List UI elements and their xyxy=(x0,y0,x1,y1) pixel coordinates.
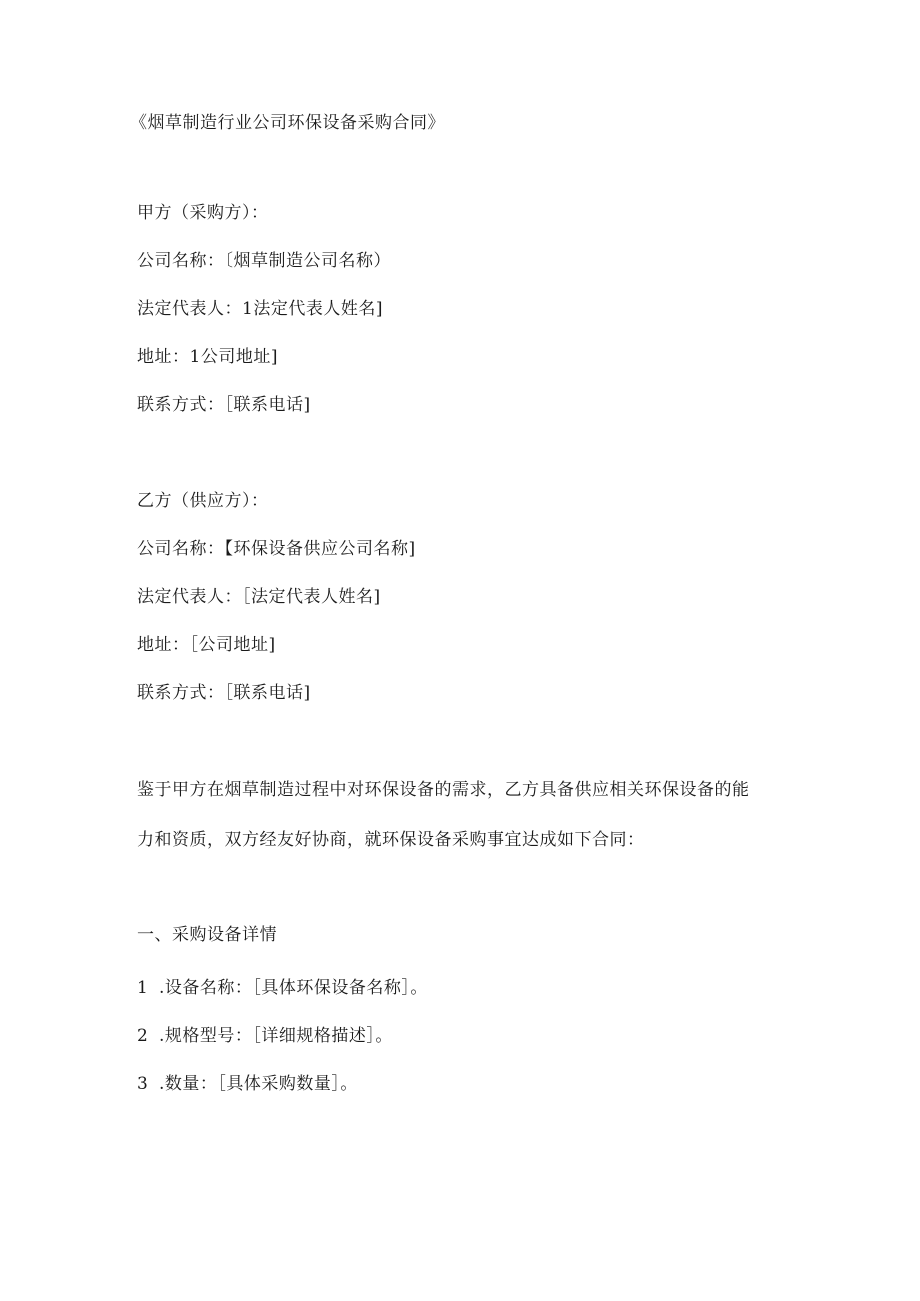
list-item xyxy=(137,1025,393,1047)
preamble-line-2: 力和资质，双方经友好协商，就环保设备采购事宜达成如下合同： xyxy=(137,830,645,850)
section-1-heading: 一、采购设备详情 xyxy=(137,925,277,945)
preamble-line-1: 鉴于甲方在烟草制造过程中对环保设备的需求，乙方具备供应相关环保设备的能 xyxy=(137,780,750,800)
party-a-company: 公司名称：〔烟草制造公司名称） xyxy=(137,251,391,271)
party-a-heading: 甲方（采购方）： xyxy=(137,203,269,223)
party-b-heading: 乙方（供应方）： xyxy=(137,491,269,511)
list-item-number: 3 xyxy=(137,1074,149,1094)
list-item xyxy=(137,1073,358,1095)
party-a-legal-rep: 法定代表人：1法定代表人姓名] xyxy=(137,299,383,319)
party-a-contact: 联系方式：［联系电话] xyxy=(137,395,311,415)
party-b-company: 公司名称：【环保设备供应公司名称] xyxy=(137,539,416,559)
list-item xyxy=(137,977,428,999)
list-item-number: 2 xyxy=(137,1026,149,1046)
party-b-legal-rep: 法定代表人：［法定代表人姓名] xyxy=(137,587,381,607)
list-item-text: .规格型号：［详细规格描述］。 xyxy=(159,1026,393,1046)
list-item-text: .数量：［具体采购数量］。 xyxy=(159,1074,358,1094)
contract-title: 《烟草制造行业公司环保设备采购合同》 xyxy=(130,113,445,133)
list-item-number: 1 xyxy=(137,978,149,998)
party-b-contact: 联系方式：［联系电话] xyxy=(137,683,311,703)
list-item-text: .设备名称：［具体环保设备名称］。 xyxy=(159,978,428,998)
party-a-address: 地址：1公司地址] xyxy=(137,347,278,367)
party-b-address: 地址：［公司地址] xyxy=(137,635,276,655)
